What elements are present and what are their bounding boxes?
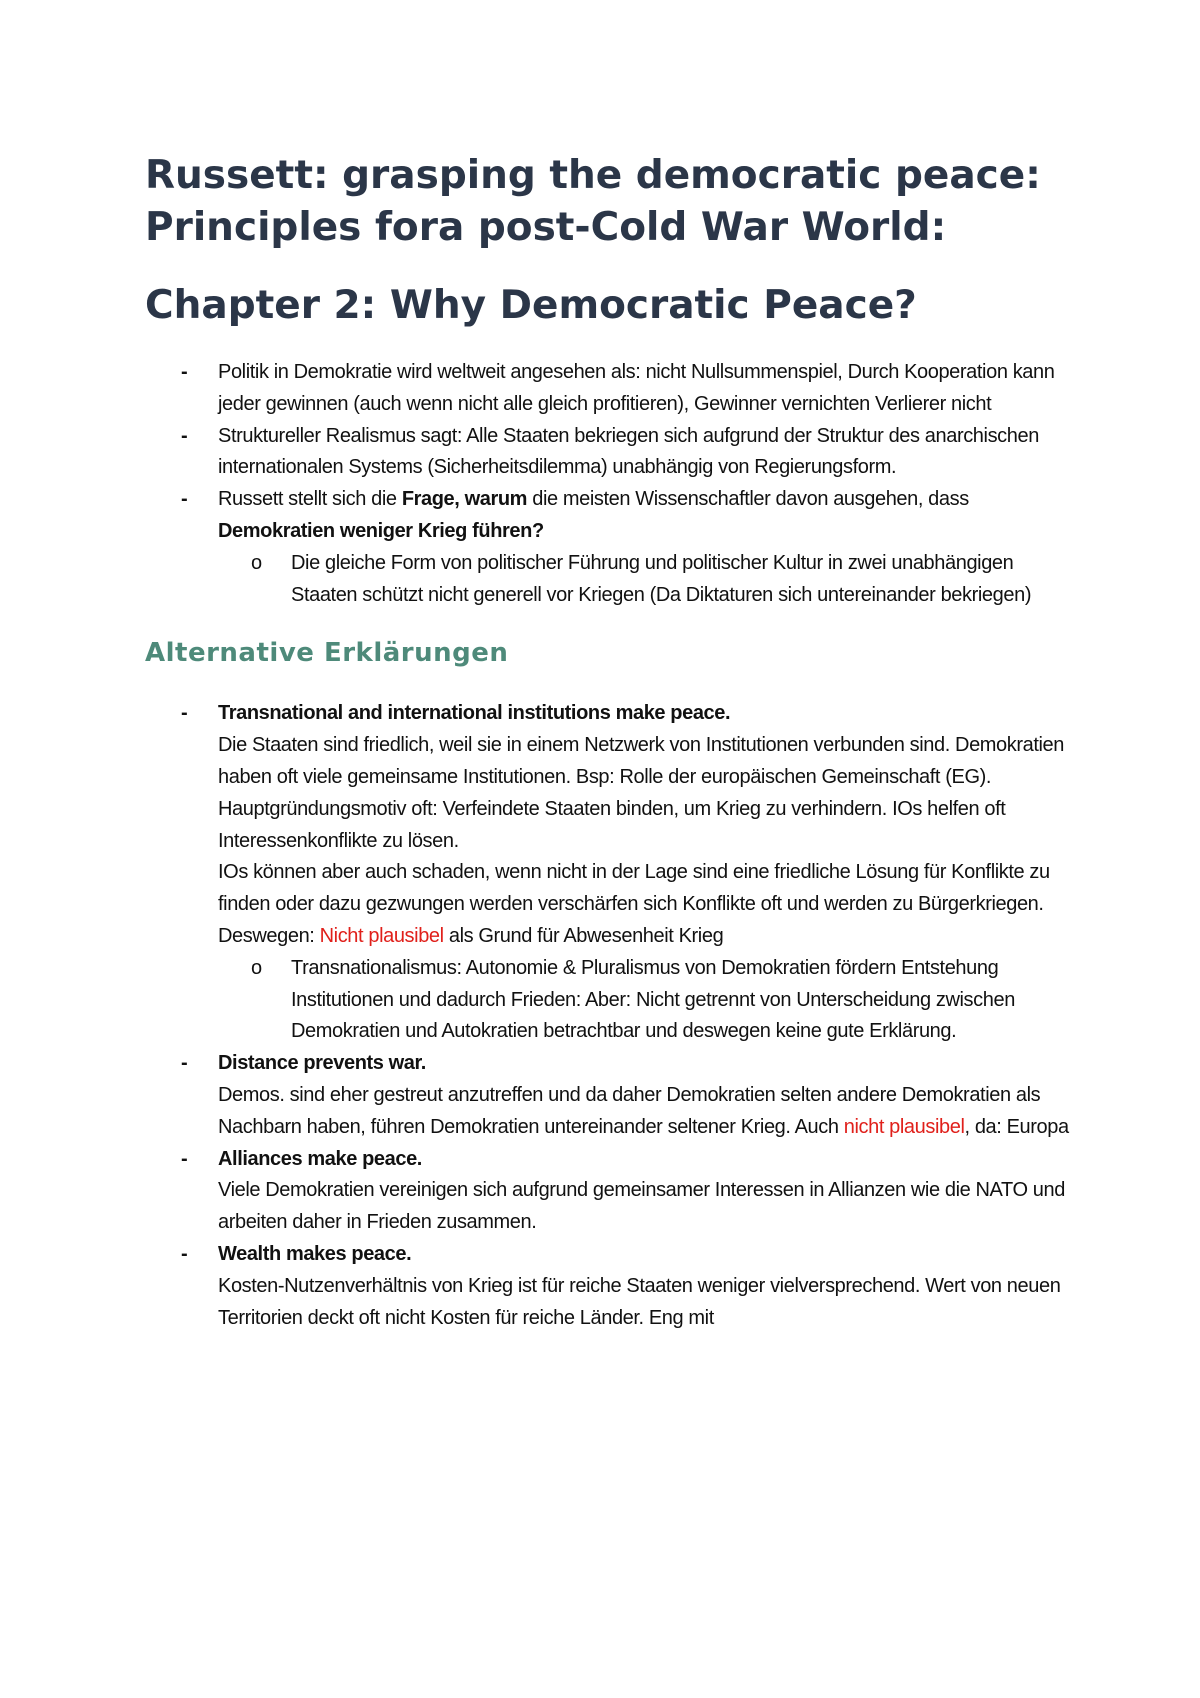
sub-list-item-text: Transnationalismus: Autonomie & Pluralismus von Demokratien fördern Entstehung Institutionen und dadurch Frieden: Aber: Nicht getrennt von Unterscheidung zwischen Demokratien und Autokratien betrachtbar und deswegen keine gute Erklärung.: [291, 956, 1015, 1043]
text-run: Demos. sind eher gestreut anzutreffen und da daher Demokratien selten andere Demokratien als Nachbarn haben, führen Demokratien untereinander seltener Krieg. Auch: [218, 1083, 1041, 1138]
item-heading: Transnational and international institutions make peace.: [218, 702, 731, 725]
bold-text: Demokratien weniger Krieg führen?: [218, 519, 544, 542]
sub-list-item-text: Die gleiche Form von politischer Führung und politischer Kultur in zwei unabhängigen Staaten schützt nicht generell vor Kriegen (Da Diktaturen sich untereinander bekriegen): [291, 551, 1032, 606]
circle-bullet: o: [251, 551, 262, 574]
highlight-text: Nicht plausibel: [319, 924, 444, 947]
alternatives-list: [145, 698, 1075, 1334]
list-item: [145, 1048, 1075, 1143]
list-item: [145, 1144, 1075, 1239]
dash-bullet: -: [181, 1147, 188, 1170]
dash-bullet: -: [181, 1242, 188, 1265]
dash-bullet: -: [181, 424, 188, 447]
document-content: [145, 150, 1075, 1334]
highlight-text: nicht plausibel: [843, 1115, 965, 1138]
list-item: [145, 484, 1075, 611]
text-run: Deswegen:: [218, 924, 320, 947]
chapter-heading: Chapter 2: Why Democratic Peace?: [145, 283, 917, 328]
item-paragraph: Kosten-Nutzenverhältnis von Krieg ist für reiche Staaten weniger vielversprechend. Wert von neuen Territorien deckt oft nicht Kosten für reiche Länder. Eng mit: [218, 1274, 1061, 1329]
sub-list-item: [218, 548, 1075, 612]
circle-bullet: o: [251, 956, 262, 979]
bold-text: Frage, warum: [401, 488, 528, 511]
text-run: die meisten Wissenschaftler davon ausgehen, dass: [527, 488, 969, 511]
item-paragraph: [218, 921, 1075, 953]
item-heading: Wealth makes peace.: [218, 1242, 412, 1265]
intro-list: [145, 357, 1075, 611]
dash-bullet: -: [181, 488, 188, 511]
item-paragraph: Die Staaten sind friedlich, weil sie in einem Netzwerk von Institutionen verbunden sind. Demokratien haben oft viele gemeinsame Institutionen. Bsp: Rolle der europäischen Gemeinschaft (EG). Hauptgründungsmotiv oft: Verfeindete Staaten binden, um Krieg zu verhindern. IOs helfen oft Interessenkonflikte zu lösen.: [218, 734, 1065, 852]
item-heading: Alliances make peace.: [218, 1147, 422, 1170]
dash-bullet: -: [181, 702, 188, 725]
item-heading: Distance prevents war.: [218, 1052, 426, 1075]
text-run: als Grund für Abwesenheit Krieg: [443, 924, 724, 947]
list-item: [145, 698, 1075, 1048]
sub-list-item: [218, 953, 1075, 1048]
dash-bullet: -: [181, 1052, 188, 1075]
item-paragraph: [218, 1080, 1075, 1144]
dash-bullet: -: [181, 361, 188, 383]
section-heading: Alternative Erklärungen: [145, 638, 509, 669]
item-paragraph: IOs können aber auch schaden, wenn nicht in der Lage sind eine friedliche Lösung für Konflikte zu finden oder dazu gezwungen werden verschärfen sich Konflikte oft und werden zu Bürgerkriegen.: [218, 861, 1050, 916]
list-item-text: Struktureller Realismus sagt: Alle Staaten bekriegen sich aufgrund der Struktur des anarchischen internationalen Systems (Sicherheitsdilemma) unabhängig von Regierungsform.: [218, 424, 1039, 479]
sub-list: [218, 548, 1075, 612]
list-item: [145, 1239, 1075, 1334]
sub-list: [218, 953, 1075, 1048]
item-paragraph: Viele Demokratien vereinigen sich aufgrund gemeinsamer Interessen in Allianzen wie die NATO und arbeiten daher in Frieden zusammen.: [218, 1179, 1065, 1234]
list-item: [145, 421, 1075, 485]
list-item-text: Politik in Demokratie wird weltweit angesehen als: nicht Nullsummenspiel, Durch Kooperation kann jeder gewinnen (auch wenn nicht alle gleich profitieren), Gewinner vernichten Verlierer nicht: [218, 361, 1055, 415]
list-item: [145, 357, 1075, 421]
document-title: Russett: grasping the democratic peace: Principles fora post-Cold War World:: [145, 153, 1041, 250]
text-run: , da: Europa: [964, 1115, 1069, 1138]
text-run: Russett stellt sich die: [218, 488, 402, 511]
list-item-text: [218, 488, 969, 542]
